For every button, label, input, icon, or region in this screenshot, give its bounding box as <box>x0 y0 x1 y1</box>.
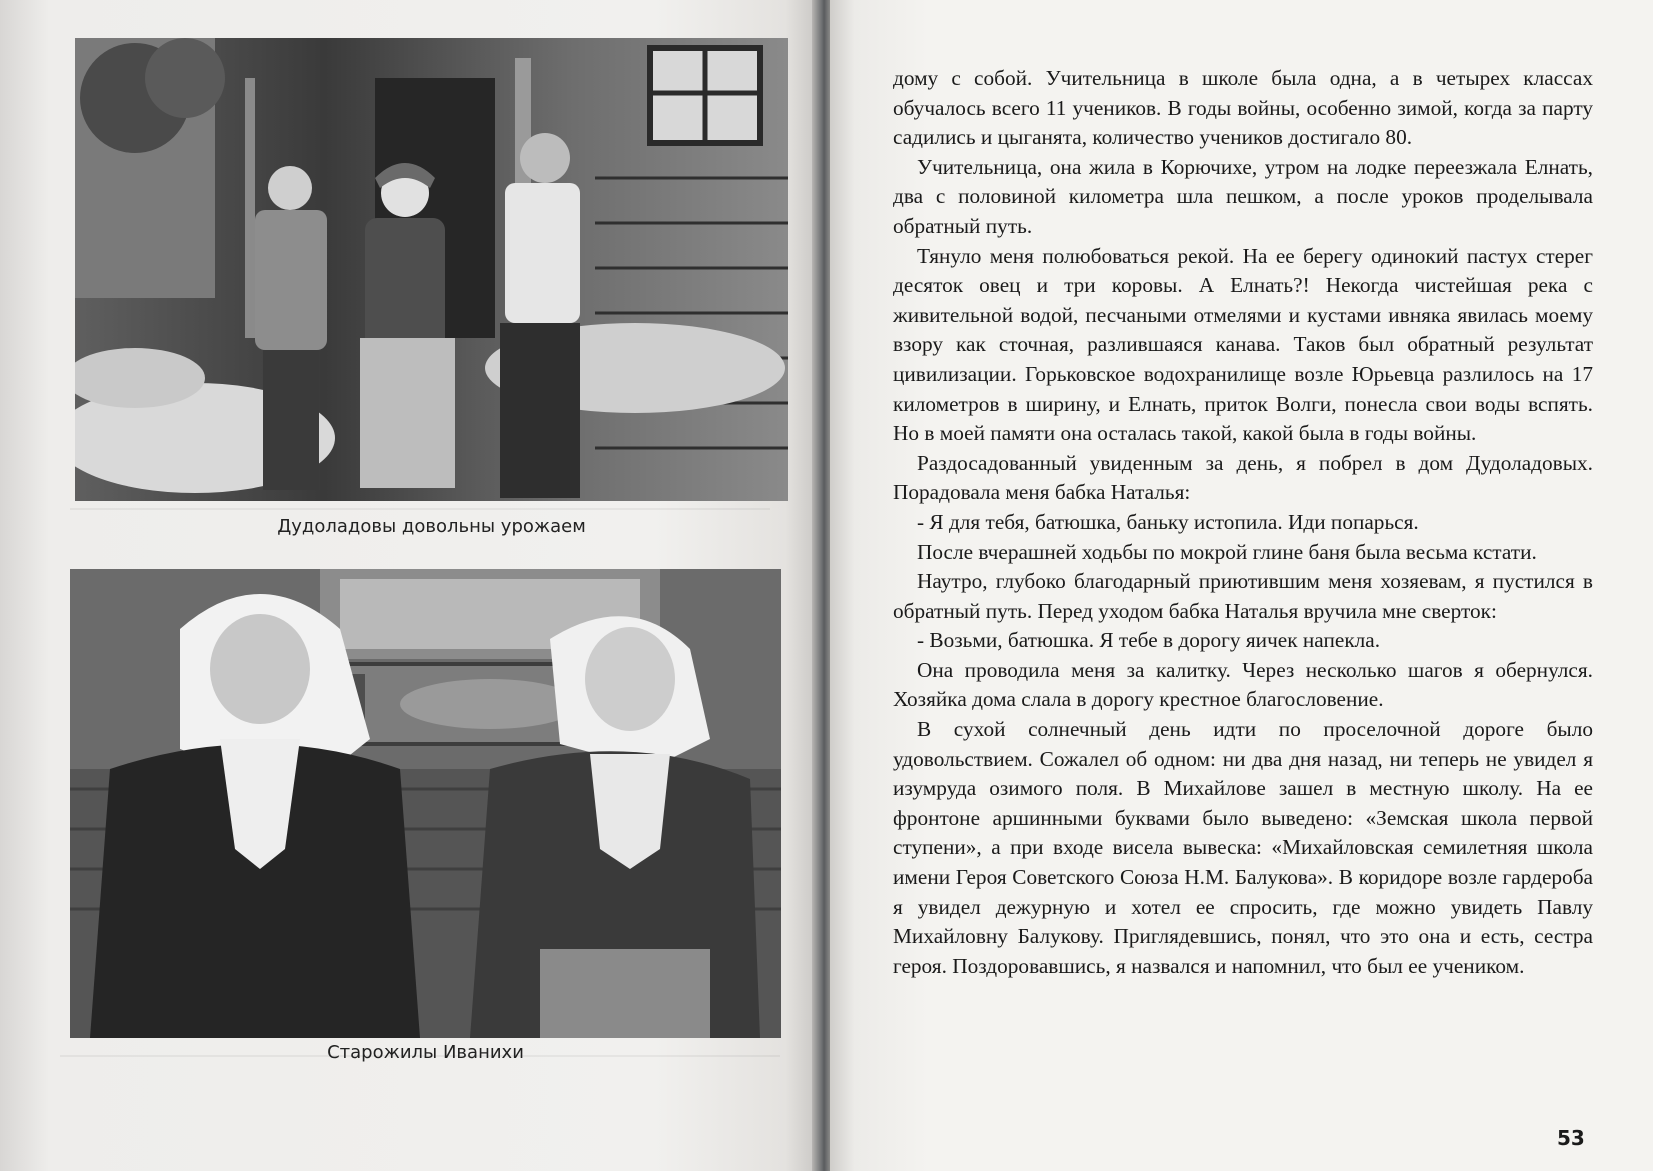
photo-caption-bottom: Старожилы Иванихи <box>327 1042 524 1063</box>
paragraph: Наутро, глубоко благодарный приютившим меня хозяевам, я пустился в обратный путь. Перед уходом бабка Наталья вручила мне сверток: <box>893 569 1593 623</box>
body-text <box>893 64 1593 981</box>
photo-family-harvest <box>75 38 788 501</box>
paragraph: В сухой солнечный день идти по проселочной дороге было удовольствием. Сожалел об одном: ни два дня назад, ни теперь не увидел я изумруда озимого поля. В Михайлове зашел в местную школу. На ее фронтоне аршинными буквами было выведено: «Земская школа первой ступени», а при входе висела вывеска: «Михайловская семилетняя школа имени Героя Советского Союза Н.М. Балукова». В коридоре возле гардероба я увидел дежурную и хотел ее спросить, где можно увидеть Павлу Михайловну Балукову. Приглядевшись, понял, что это она и есть, сестра героя. Поздоровавшись, я назвался и напомнил, что был ее учеником. <box>893 717 1593 978</box>
bleed-through-text <box>70 508 770 510</box>
paragraph: После вчерашней ходьбы по мокрой глине баня была весьма кстати. <box>917 539 1537 564</box>
photo-caption-top: Дудоладовы довольны урожаем <box>277 516 586 537</box>
paragraph-dialogue: - Я для тебя, батюшка, баньку истопила. Иди попарься. <box>917 509 1419 534</box>
paragraph: Тянуло меня полюбоваться рекой. На ее берегу одинокий пастух стерег десяток овец и три коровы. А Елнать?! Некогда чистейшая река с живительной водой, песчаными отмелями и кустами ивняка явилась моему взору как сточная, разлившаяся канава. Таков был обратный результат цивилизации. Горьковское водохранилище возле Юрьевца разлилось на 17 километров в ширину, и Елнать, приток Волги, понесла свои воды вспять. Но в моей памяти она осталась такой, какой была в годы войны. <box>893 243 1593 446</box>
paragraph: Она проводила меня за калитку. Через несколько шагов я обернулся. Хозяйка дома слала в дорогу крестное благословение. <box>893 657 1593 712</box>
paragraph-dialogue: - Возьми, батюшка. Я тебе в дорогу яичек напекла. <box>917 628 1381 653</box>
bleed-through-folio <box>62 1092 86 1110</box>
photo-old-women <box>70 569 781 1038</box>
paragraph: Учительница, она жила в Корючихе, утром на лодке переезжала Елнать, два с половиной километра шла пешком, а после уроков проделывала обратный путь. <box>893 154 1593 238</box>
page-number: 53 <box>1557 1126 1585 1150</box>
paragraph: дому с собой. Учительница в школе была одна, а в четырех классах обучалось всего 11 учеников. В годы войны, особенно зимой, когда за парту садились и цыганята, количество учеников достигало 80. <box>893 66 1593 150</box>
paragraph: Раздосадованный увиденным за день, я побрел в дом Дудоладовых. Порадовала меня бабка Наталья: <box>893 450 1593 505</box>
